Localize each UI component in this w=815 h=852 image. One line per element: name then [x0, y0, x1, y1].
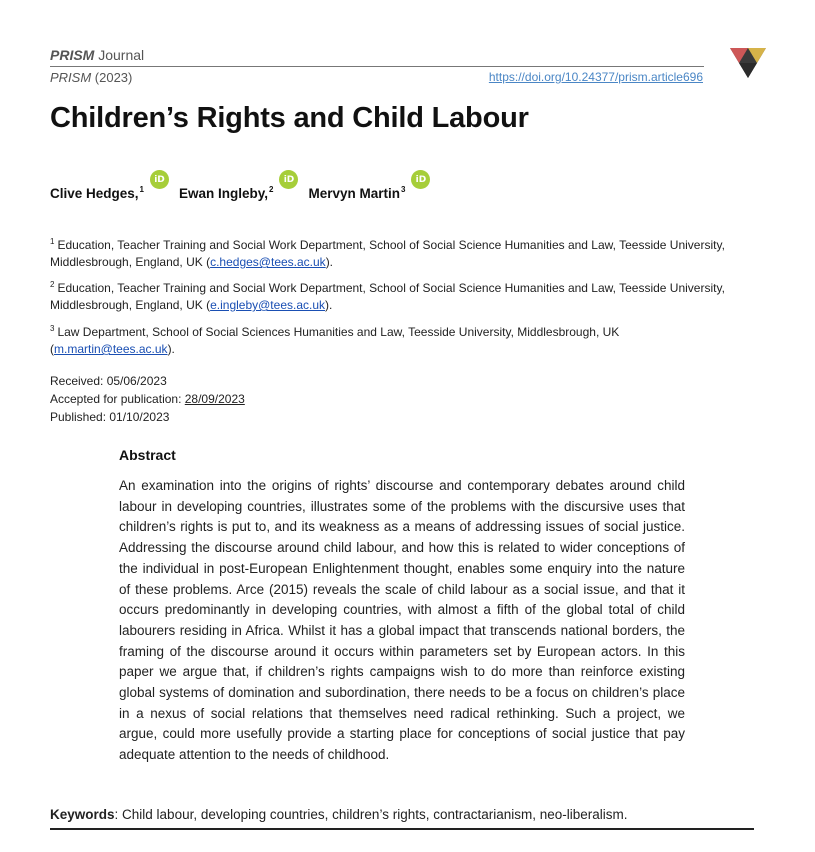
abstract-text: An examination into the origins of rights’ discourse and contemporary debates around child labour in developing countries, illustrates some of the problems with the discursive uses that children’s rights is put to, and its weakness as a means of addressing issues of social justice. Addressing the discourse around child labour, and how this is related to wider conceptions of the individual in post-European Enlightenment thought, enables some enquiry into the nature of these problems. Arce (2015) reveals the scale of child labour as a social issue, and that it occurs predominantly in developing countries, with almost a fifth of the global total of child labourers residing in Africa. Whilst it has a global impact that transcends national borders, the framing of the discourse around it occurs within parameters set by European actors. In this paper we argue that, if children’s rights campaigns wish to do more than reinforce existing global systems of domination and subordination, there needs to be a focus on children’s place in a nexus of social relations that themselves need radical rethinking. Such a project, we argue, could more usefully provide a starting place for conceptions of social justice that pay adequate attention to the needs of childhood.: [119, 478, 685, 763]
prism-logo-icon: [726, 42, 770, 82]
journal-name-prefix: PRISM: [50, 47, 95, 63]
affiliation-text: Education, Teacher Training and Social Work Department, School of Social Science Humanities and Law, Teesside University, Middlesbrough, England, UK (: [50, 281, 725, 312]
journal-year-suffix: (2023): [91, 70, 133, 85]
affiliation-3: [50, 320, 730, 358]
accepted-label: Accepted for publication:: [50, 392, 185, 406]
header-rule: [50, 66, 704, 67]
author-list: [50, 174, 440, 201]
author-3: [308, 174, 430, 201]
affiliation-text: Education, Teacher Training and Social Work Department, School of Social Science Humanities and Law, Teesside University, Middlesbrough, England, UK (: [50, 238, 725, 269]
author-email-link[interactable]: c.hedges@tees.ac.uk: [210, 255, 326, 269]
author-email-link[interactable]: m.martin@tees.ac.uk: [54, 342, 168, 356]
received-date: Received: 05/06/2023: [50, 374, 167, 388]
accepted-date-value: 28/09/2023: [184, 392, 245, 406]
journal-name: [50, 47, 144, 63]
keywords: [50, 807, 628, 822]
affiliation-number: 3: [50, 324, 55, 333]
author-name: Mervyn Martin: [308, 186, 400, 201]
author-affiliation-number: 3: [401, 185, 406, 194]
doi-link[interactable]: https://doi.org/10.24377/prism.article696: [488, 70, 703, 84]
footer-rule: [50, 828, 754, 830]
author-name: Clive Hedges,: [50, 186, 139, 201]
affiliation-text: Law Department, School of Social Sciences Humanities and Law, Teesside University, Middlesbrough, UK (: [50, 325, 620, 356]
author-affiliation-number: 1: [139, 185, 144, 194]
author-affiliation-number: 2: [269, 185, 274, 194]
author-email-link[interactable]: e.ingleby@tees.ac.uk: [210, 298, 326, 312]
published-date: Published: 01/10/2023: [50, 410, 170, 424]
publication-dates: [50, 372, 245, 426]
affiliation-number: 2: [50, 280, 55, 289]
orcid-icon[interactable]: iD: [411, 170, 430, 189]
affiliation-tail: ).: [167, 342, 175, 356]
author-1: [50, 174, 169, 201]
accepted-date: [50, 390, 245, 408]
affiliation-tail: ).: [325, 298, 333, 312]
journal-year: [50, 70, 132, 85]
affiliation-1: [50, 233, 730, 271]
journal-year-prefix: PRISM: [50, 70, 92, 85]
keywords-text: : Child labour, developing countries, children’s rights, contractarianism, neo-liberalism.: [114, 807, 628, 822]
journal-name-suffix: Journal: [94, 47, 145, 63]
affiliation-2: [50, 276, 730, 314]
orcid-icon[interactable]: iD: [279, 170, 298, 189]
abstract-heading: Abstract: [119, 447, 176, 463]
affiliation-number: 1: [50, 237, 55, 246]
author-2: [179, 174, 298, 201]
affiliation-tail: ).: [325, 255, 334, 269]
orcid-icon[interactable]: iD: [150, 170, 169, 189]
article-title: Children’s Rights and Child Labour: [50, 102, 529, 134]
keywords-label: Keywords: [50, 807, 115, 822]
author-name: Ewan Ingleby,: [179, 186, 269, 201]
